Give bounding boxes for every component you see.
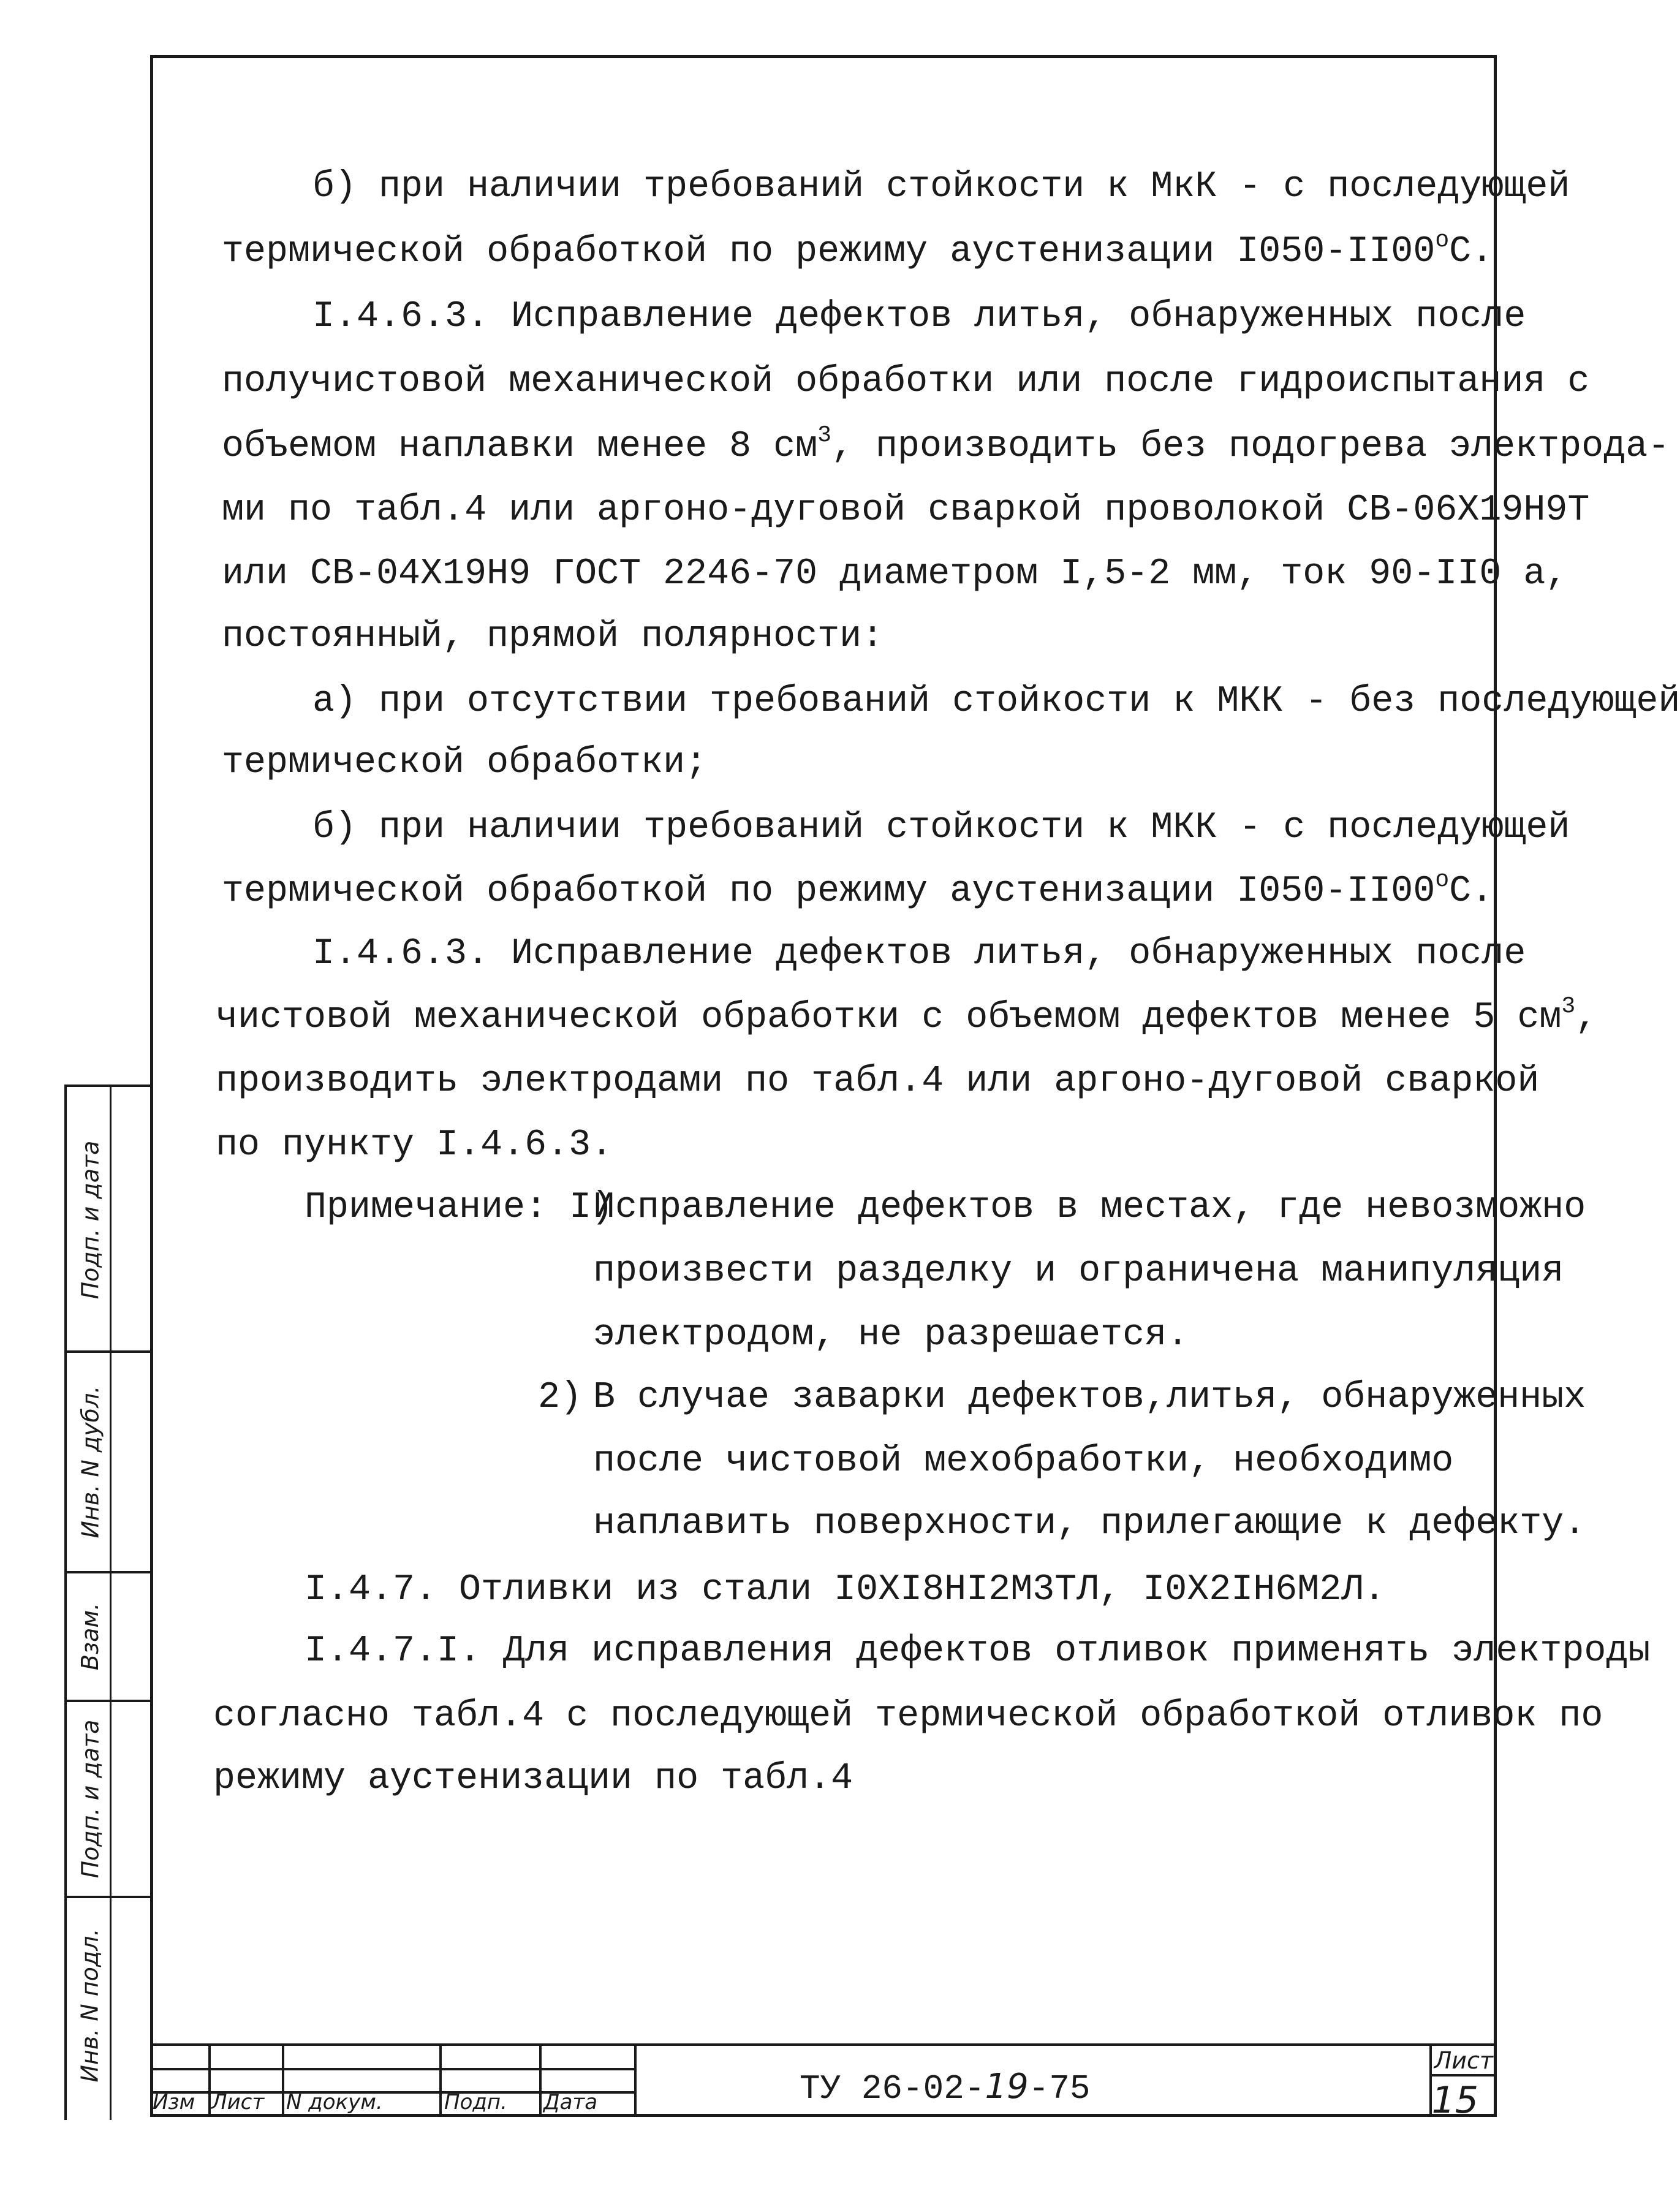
text-line: В случае заварки дефектов,литья, обнаруженных [593,1377,1586,1418]
text-line: а) при отсутствии требований стойкости к МКК - без последующей [312,681,1680,722]
text-line: б) при наличии требований стойкости к МКК - с последующей [312,807,1570,849]
title-block-rule [208,2043,211,2117]
column-label-list: Лист [211,2090,265,2114]
text-line: I.4.6.3. Исправление дефектов литья, обнаруженных после [312,296,1526,338]
text-line: производить электродами по табл.4 или аргоно-дуговой сваркой [216,1061,1540,1102]
text-line: I.4.6.3. Исправление дефектов литья, обнаруженных после [312,933,1526,975]
text-line: чистовой механической обработки с объемом дефектов менее 5 $см^3$, [216,993,1598,1039]
text-line: после чистовой мехобработки, необходимо [593,1440,1454,1482]
text-line: электродом, не разрешается. [593,1314,1189,1356]
title-block-rule [634,2043,637,2117]
column-label-izm: Изм [153,2090,195,2114]
text-line: постоянный, прямой полярности: [222,616,884,657]
text-line: объемом наплавки менее 8 $см^3$, производить без подогрева электрода- [222,422,1670,468]
section-heading: I.4.7. Отливки из стали I0ХI8НI2М3ТЛ, I0Х2IН6М2Л. [305,1569,1386,1611]
strip-cell: Инв. N подл. [77,1928,104,2083]
column-label-date: Дата [543,2090,598,2114]
title-block-rule [1429,2074,1497,2076]
sheet-number: 15 [1431,2079,1478,2122]
text-line: режиму аустенизации по табл.4 [213,1758,853,1800]
title-block-rule [150,2068,634,2070]
note-label: Примечание: I) [305,1187,614,1228]
note-number: 2) [538,1377,583,1418]
column-label-doc: N докум. [286,2090,383,2114]
column-label-sign: Подп. [444,2090,507,2114]
text-line: термической обработки; [222,742,708,784]
text-line: Исправление дефектов в местах, где невозможно [593,1187,1586,1228]
strip-cell: Инв. N дубл. [77,1385,104,1539]
text-line: или СВ-04Х19Н9 ГОСТ 2246-70 диаметром I,5-2 мм, ток 90-II0 а, [222,553,1568,595]
title-block-rule [439,2043,442,2117]
text-line: термической обработкой по режиму аустенизации $I050-II00^оС$. [222,867,1494,912]
title-block-rule [539,2043,542,2117]
text-line: произвести разделку и ограничена манипуляция [593,1251,1564,1292]
text-line: наплавить поверхности, прилегающие к дефекту. [593,1503,1586,1545]
document-code: ТУ 26-02-19-75 [800,2067,1091,2108]
title-block-rule [150,2043,1497,2046]
strip-separator [110,1087,112,2120]
text-line: б) при наличии требований стойкости к МкК - с последующей [312,166,1570,208]
text-line: термической обработкой по режиму аустенизации $I050-II00^оС$. [222,227,1494,273]
sheet-label: Лист [1434,2047,1493,2074]
strip-cell: Подп. и дата [77,1719,104,1879]
text-line: согласно табл.4 с последующей термической обработкой отливок по [213,1695,1603,1737]
binding-strip [64,1085,150,2120]
text-line: I.4.7.I. Для исправления дефектов отливок применять электроды [305,1630,1651,1672]
text-line: ми по табл.4 или аргоно-дуговой сваркой проволокой СВ-06Х19Н9Т [222,490,1590,531]
title-block [150,2043,1497,2122]
strip-cell: Подп. и дата [77,1140,104,1300]
text-line: получистовой механической обработки или после гидроиспытания с [222,361,1590,403]
text-line: по пункту I.4.6.3. [216,1124,613,1166]
title-block-rule [282,2043,284,2117]
strip-cell: Взам. [77,1602,104,1671]
